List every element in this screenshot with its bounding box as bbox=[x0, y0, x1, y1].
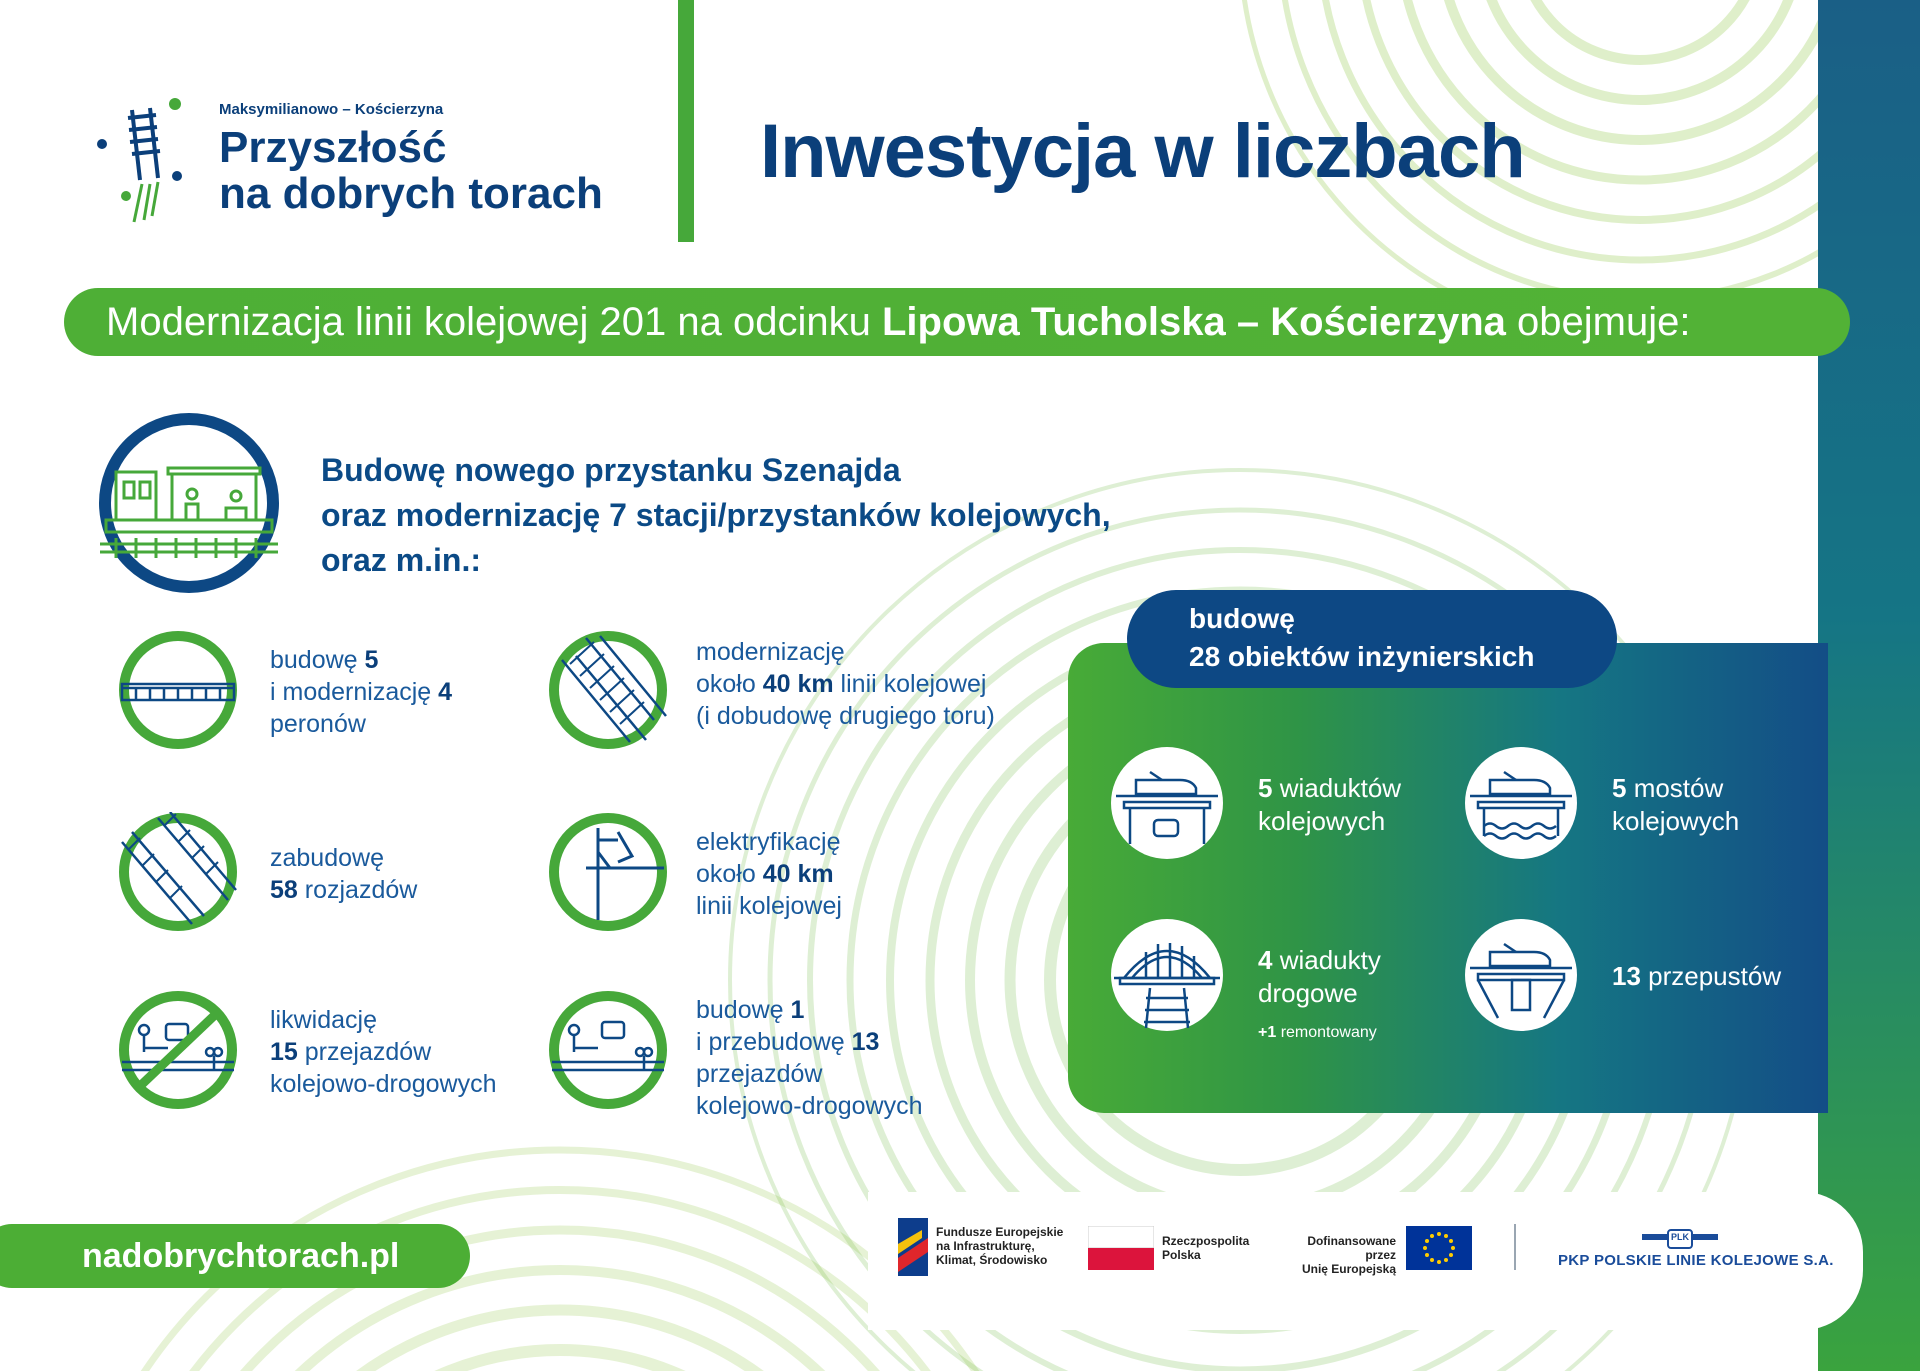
footer-divider bbox=[1514, 1224, 1516, 1270]
culvert-icon bbox=[1464, 918, 1578, 1032]
platform-icon bbox=[118, 630, 238, 750]
platforms-text-e: peronów bbox=[270, 710, 366, 738]
track-text-e: (i dobudowę drugiego toru) bbox=[696, 702, 995, 730]
item-crossings-built bbox=[696, 994, 1036, 1122]
banner-route: Lipowa Tucholska – Kościerzyna bbox=[882, 299, 1506, 344]
switches-count: 58 bbox=[270, 876, 298, 904]
eu-cofinanced-label bbox=[1276, 1234, 1396, 1276]
page-title: Inwestycja w liczbach bbox=[760, 109, 1525, 194]
rail-viaducts-label: wiaduktów bbox=[1272, 773, 1402, 803]
crossing-built-icon bbox=[548, 990, 668, 1110]
panel-tab-line2: 28 obiektów inżynierskich bbox=[1189, 641, 1535, 672]
switches-icon bbox=[118, 812, 238, 932]
bridges-label: mostów bbox=[1626, 773, 1724, 803]
culverts-count: 13 bbox=[1612, 961, 1641, 991]
electrification-text-b: około bbox=[696, 860, 763, 888]
lead-text bbox=[321, 448, 1281, 583]
logo-title bbox=[219, 125, 639, 217]
platforms-num-modernized: 4 bbox=[438, 678, 453, 706]
station-icon bbox=[96, 410, 282, 596]
track-text-a: modernizację bbox=[696, 638, 845, 666]
road-viaducts-text bbox=[1258, 944, 1498, 1049]
platforms-text-a: budowę bbox=[270, 646, 365, 674]
logo-route-label: Maksymilianowo – Kościerzyna bbox=[219, 101, 444, 118]
eu-line1: Dofinansowane przez bbox=[1307, 1234, 1396, 1262]
crossings-built-count: 1 bbox=[790, 996, 805, 1024]
culverts-label: przepustów bbox=[1640, 961, 1782, 991]
switches-text-a: zabudowę bbox=[270, 844, 384, 872]
crossings-rebuilt-count: 13 bbox=[851, 1028, 880, 1056]
track-text-b: około bbox=[696, 670, 763, 698]
poland-flag-icon bbox=[1088, 1226, 1154, 1270]
bridges-count: 5 bbox=[1612, 773, 1627, 803]
fund-line2: na Infrastrukturę, bbox=[936, 1239, 1035, 1253]
panel-tab-line1: budowę bbox=[1189, 603, 1295, 634]
track-text-d: linii kolejowej bbox=[833, 670, 987, 698]
header-divider bbox=[678, 0, 694, 242]
poland-line1: Rzeczpospolita bbox=[1162, 1234, 1250, 1248]
switches-text-c: rozjazdów bbox=[297, 876, 418, 904]
road-viaducts-renovated-label: remontowany bbox=[1276, 1024, 1377, 1041]
lead-line-2: oraz modernizację 7 stacji/przystanków kolejowych, bbox=[321, 497, 1111, 533]
culverts-text bbox=[1612, 960, 1852, 993]
logo-title-line2: na dobrych torach bbox=[219, 169, 603, 218]
crossings-removed-text-a: likwidację bbox=[270, 1006, 377, 1034]
platforms-num-built: 5 bbox=[364, 646, 379, 674]
road-viaducts-label: wiadukty bbox=[1272, 945, 1381, 975]
crossings-built-text-e: przejazdów bbox=[696, 1060, 823, 1088]
crossings-built-text-a: budowę bbox=[696, 996, 791, 1024]
pkp-label: PKP POLSKIE LINIE KOLEJOWE S.A. bbox=[1558, 1252, 1834, 1269]
item-track bbox=[696, 636, 1066, 732]
eu-flag-icon bbox=[1406, 1226, 1472, 1270]
electrification-text-d: linii kolejowej bbox=[696, 892, 842, 920]
platforms-text-c: i modernizację bbox=[270, 678, 439, 706]
bridges-label2: kolejowych bbox=[1612, 806, 1740, 836]
eu-line2: Unię Europejską bbox=[1301, 1262, 1396, 1276]
electrification-length: 40 km bbox=[762, 860, 834, 888]
road-viaducts-label2: drogowe bbox=[1258, 978, 1358, 1008]
rail-viaducts-count: 5 bbox=[1258, 773, 1273, 803]
eu-funds-label bbox=[936, 1225, 1063, 1267]
road-viaduct-icon bbox=[1110, 918, 1224, 1032]
banner-suffix: obejmuje: bbox=[1505, 299, 1691, 344]
rail-viaducts-text bbox=[1258, 772, 1498, 838]
item-electrification bbox=[696, 826, 1036, 922]
electrification-icon bbox=[548, 812, 668, 932]
railway-logo-icon bbox=[92, 92, 192, 224]
electrification-text-a: elektryfikację bbox=[696, 828, 841, 856]
banner-prefix: Modernizacja linii kolejowej 201 na odcinku bbox=[106, 299, 882, 344]
rail-viaducts-label2: kolejowych bbox=[1258, 806, 1386, 836]
fund-line1: Fundusze Europejskie bbox=[936, 1225, 1064, 1239]
crossing-removed-icon bbox=[118, 990, 238, 1110]
pkp-badge-label: PLK bbox=[1671, 1232, 1689, 1242]
poland-label bbox=[1162, 1234, 1249, 1262]
crossings-removed-text-d: kolejowo-drogowych bbox=[270, 1070, 497, 1098]
fund-line3: Klimat, Środowisko bbox=[936, 1253, 1048, 1267]
rail-bridge-icon bbox=[1464, 746, 1578, 860]
right-gradient-band bbox=[1818, 0, 1920, 1371]
track-icon bbox=[548, 630, 668, 750]
crossings-built-text-c: i przebudowę bbox=[696, 1028, 852, 1056]
engineering-objects-heading bbox=[1127, 590, 1617, 688]
track-length: 40 km bbox=[762, 670, 834, 698]
scope-banner bbox=[64, 288, 1850, 356]
eu-funds-logo-icon bbox=[898, 1218, 928, 1276]
crossings-built-text-f: kolejowo-drogowych bbox=[696, 1092, 923, 1120]
lead-line-1: Budowę nowego przystanku Szenajda bbox=[321, 452, 901, 488]
poland-line2: Polska bbox=[1162, 1248, 1201, 1262]
crossings-removed-text-c: przejazdów bbox=[297, 1038, 432, 1066]
logo-title-line1: Przyszłość bbox=[219, 123, 447, 172]
rail-viaduct-icon bbox=[1110, 746, 1224, 860]
road-viaducts-renovated-count: +1 bbox=[1258, 1024, 1277, 1041]
lead-line-3: oraz m.in.: bbox=[321, 542, 482, 578]
bridges-text bbox=[1612, 772, 1852, 838]
crossings-removed-count: 15 bbox=[270, 1038, 298, 1066]
road-viaducts-count: 4 bbox=[1258, 945, 1273, 975]
website-link[interactable]: nadobrychtorach.pl bbox=[0, 1224, 470, 1288]
